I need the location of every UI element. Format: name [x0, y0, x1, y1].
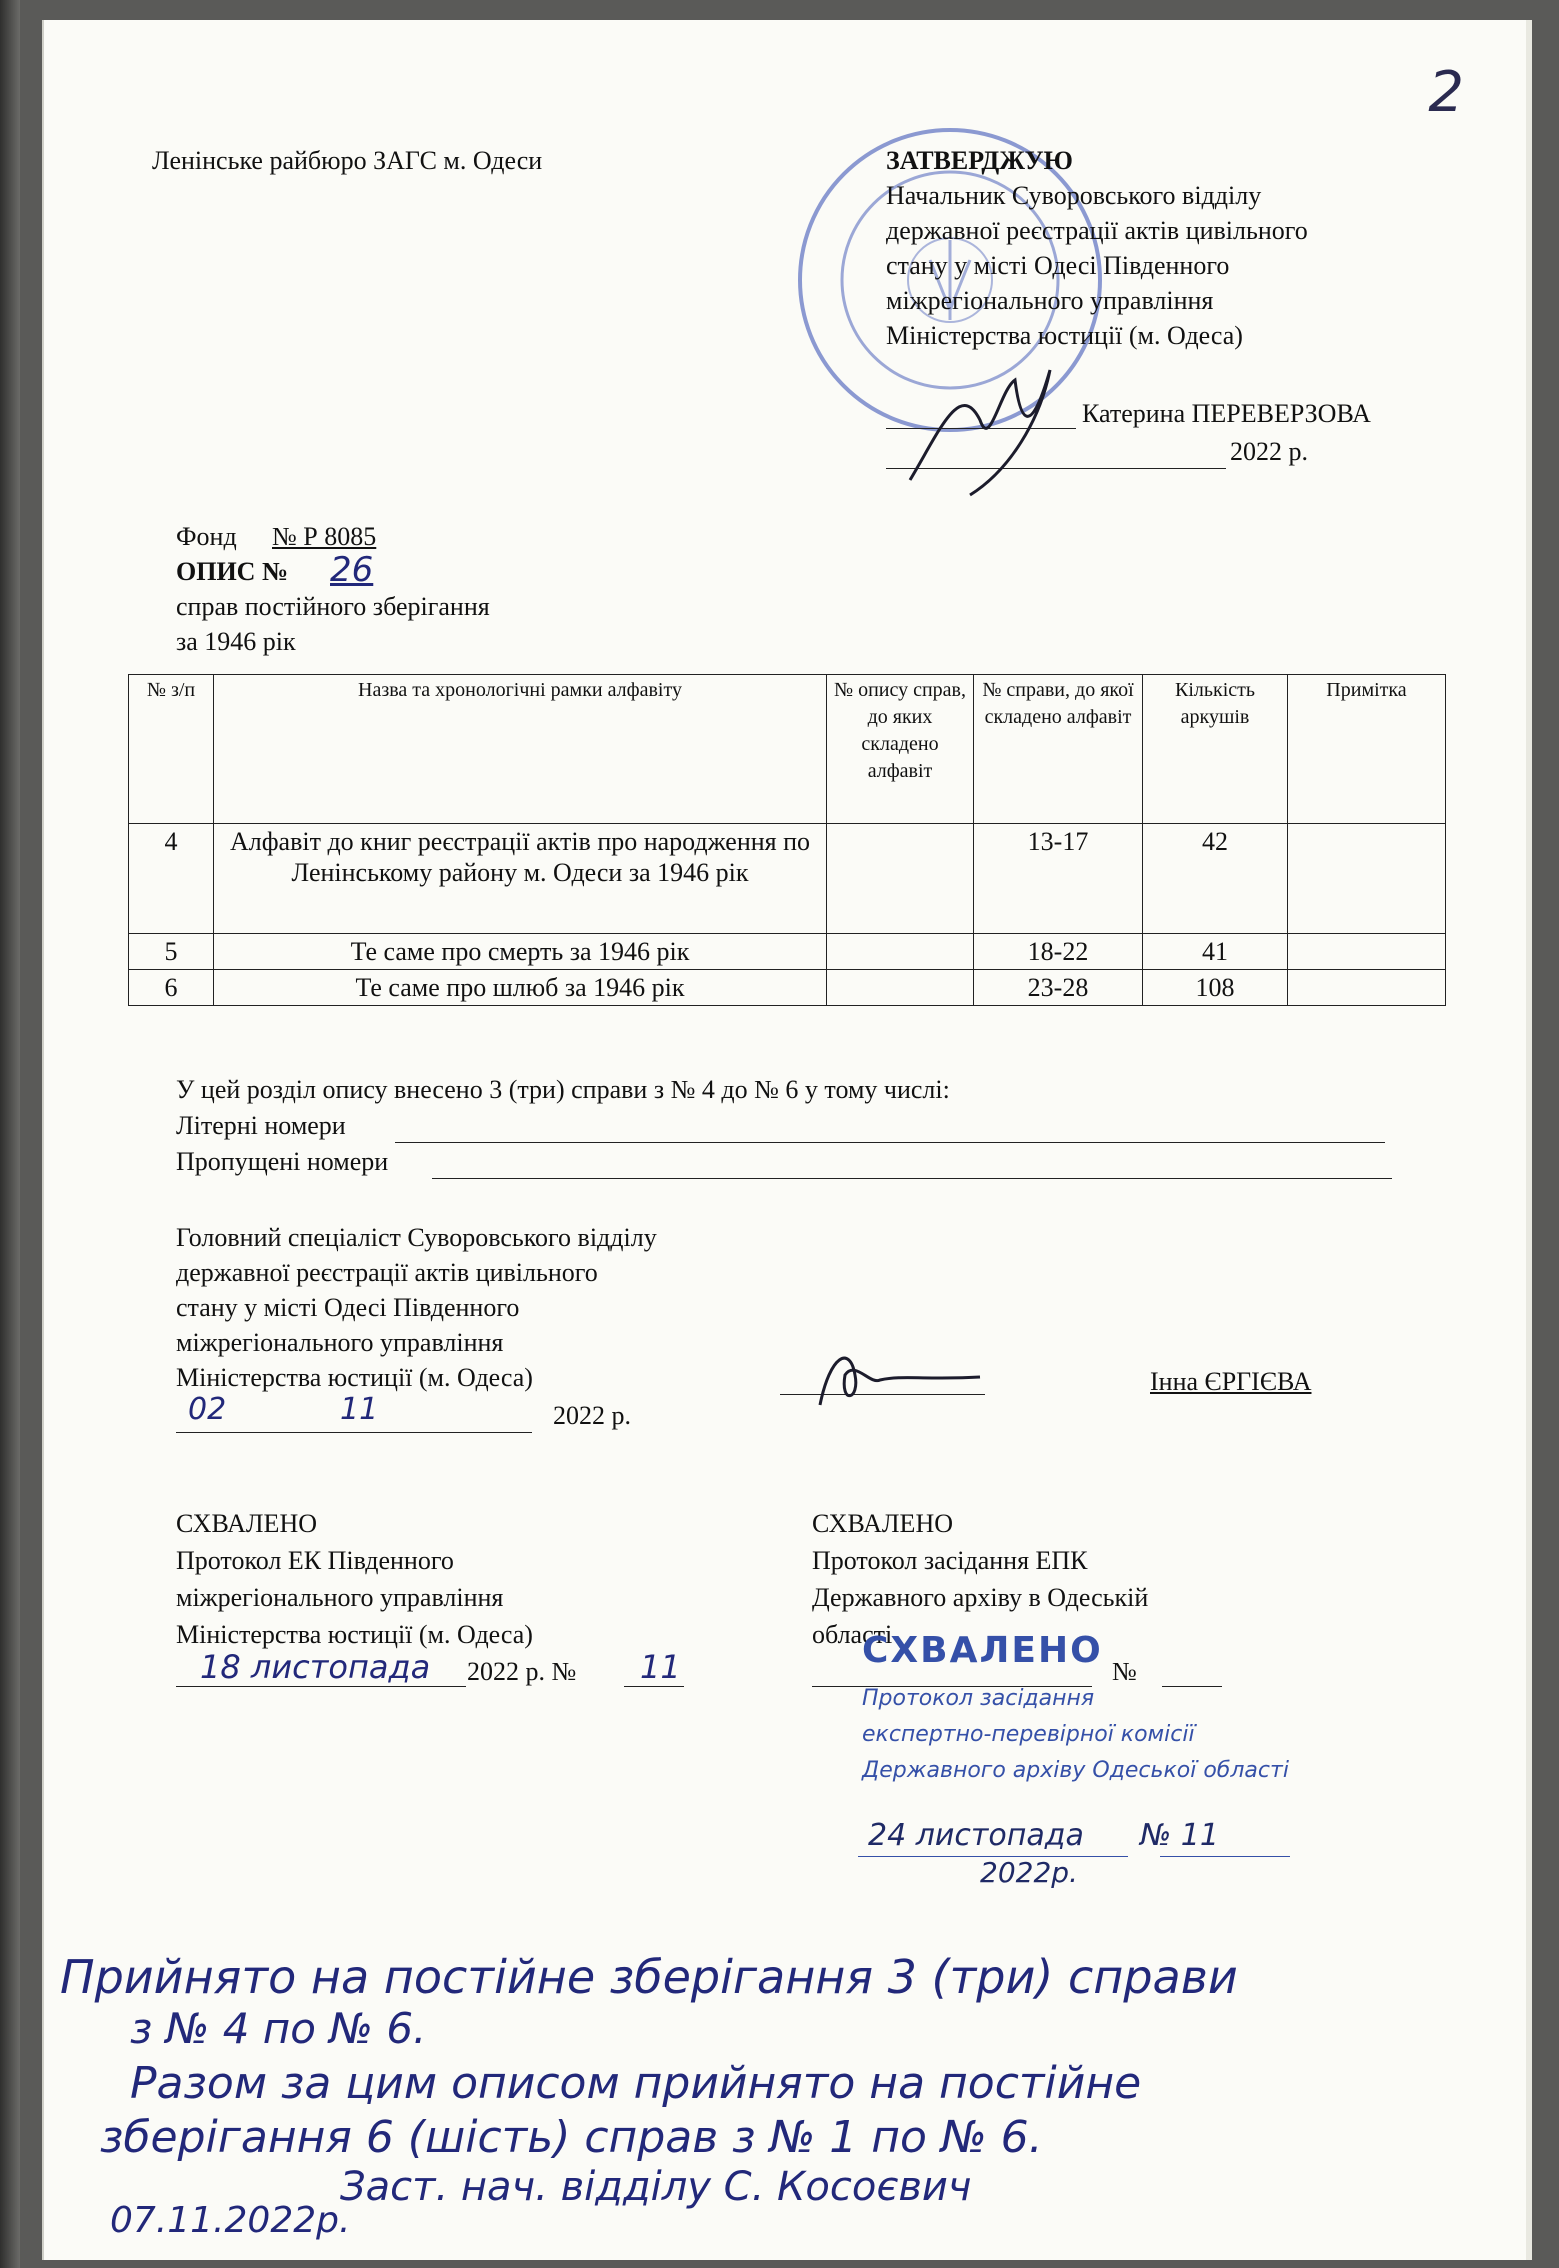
- approve-line: міжрегіонального управління: [886, 286, 1214, 315]
- approve-year: 2022 р.: [1230, 437, 1308, 466]
- handwritten-line: з № 4 по № 6.: [130, 2004, 427, 2053]
- table-row: [129, 824, 1446, 934]
- approve-line: державної реєстрації актів цивільного: [886, 216, 1308, 245]
- stamp-year: 2022р.: [980, 1856, 1078, 1889]
- cell: 41: [1143, 934, 1288, 970]
- cell: [1288, 824, 1446, 934]
- liter-line: [395, 1142, 1385, 1143]
- cell: [827, 970, 974, 1006]
- approved-left-year: 2022 р. №: [467, 1657, 577, 1686]
- cell: 108: [1143, 970, 1288, 1006]
- cell: 23-28: [974, 970, 1143, 1006]
- approve-line: Начальник Суворовського відділу: [886, 181, 1262, 210]
- chief-line: міжрегіонального управління: [176, 1328, 504, 1357]
- stamp-num: № 11: [1140, 1818, 1219, 1853]
- approved-left-line: Міністерства юстиції (м. Одеса): [176, 1620, 533, 1649]
- chief-line: Головний спеціаліст Суворовського відділу: [176, 1223, 657, 1252]
- signature-1: [900, 360, 1090, 500]
- approved-right-line: області: [812, 1620, 893, 1649]
- approved-right-line: Протокол засідання ЕПК: [812, 1546, 1088, 1575]
- approve-title: ЗАТВЕРДЖУЮ: [886, 146, 1073, 175]
- inventory-table: [128, 674, 1446, 1006]
- header-cell: № справи, до якої складено алфавіт: [974, 675, 1143, 824]
- approve-line: Міністерства юстиції (м. Одеса): [886, 321, 1243, 350]
- chief-line: Міністерства юстиції (м. Одеса): [176, 1363, 533, 1392]
- cell: [1288, 934, 1446, 970]
- stamp-line: експертно-перевірної комісії: [862, 1722, 1195, 1747]
- approved-right-num-line: [1162, 1686, 1222, 1687]
- chief-year: 2022 р.: [553, 1401, 631, 1430]
- chief-line: стану у місті Одесі Південного: [176, 1293, 520, 1322]
- cell: Алфавіт до книг реєстрації актів про народження по Ленінському району м. Одеси за 1946 рік: [214, 824, 827, 934]
- header-cell: № з/п: [129, 675, 214, 824]
- approved-left-line: Протокол ЕК Південного: [176, 1546, 454, 1575]
- chief-line: державної реєстрації актів цивільного: [176, 1258, 598, 1287]
- summary: У цей розділ опису внесено 3 (три) справи з № 4 до № 6 у тому числі:: [176, 1075, 950, 1104]
- chief-date-month: 11: [340, 1392, 379, 1427]
- approved-right-line: Державного архіву в Одеській: [812, 1583, 1149, 1612]
- header-cell: Назва та хронологічні рамки алфавіту: [214, 675, 827, 824]
- cell: 6: [129, 970, 214, 1006]
- approved-right-num-label: №: [1112, 1657, 1137, 1686]
- handwritten-line: зберігання 6 (шість) справ з № 1 по № 6.: [100, 2112, 1043, 2163]
- opys-label: ОПИС №: [176, 557, 289, 586]
- signature-2: [800, 1335, 990, 1415]
- chief-date-line: [176, 1432, 532, 1433]
- cell: 42: [1143, 824, 1288, 934]
- handwritten-line: Разом за цим описом прийнято на постійне: [130, 2058, 1142, 2109]
- cell: [827, 824, 974, 934]
- page-number: 2: [1428, 60, 1464, 125]
- cell: Те саме про смерть за 1946 рік: [214, 934, 827, 970]
- approved-left-date: 18 листопада: [200, 1648, 431, 1686]
- scan-edge: [0, 0, 20, 2268]
- header-cell: Примітка: [1288, 675, 1446, 824]
- cell: 5: [129, 934, 214, 970]
- chief-name: Інна ЄРГІЄВА: [1150, 1367, 1312, 1396]
- cell: [1288, 970, 1446, 1006]
- approved-left-date-line: [176, 1686, 466, 1687]
- table-row: [129, 934, 1446, 970]
- chief-date-day: 02: [188, 1392, 227, 1427]
- table-header-row: [129, 675, 1446, 824]
- approved-left-num: 11: [640, 1648, 681, 1686]
- table-row: [129, 970, 1446, 1006]
- handwritten-line: Заст. нач. відділу С. Косоєвич: [340, 2164, 972, 2210]
- stamp-line: Державного архіву Одеської області: [862, 1758, 1289, 1783]
- stamp-title: СХВАЛЕНО: [862, 1630, 1103, 1671]
- cell: 13-17: [974, 824, 1143, 934]
- opys-number: 26: [330, 550, 374, 590]
- fond-label: Фонд: [176, 522, 237, 551]
- opys-sub: справ постійного зберігання: [176, 592, 490, 621]
- cell: [827, 934, 974, 970]
- approved-left-line: міжрегіонального управління: [176, 1583, 504, 1612]
- approve-signer: Катерина ПЕРЕВЕРЗОВА: [1082, 399, 1371, 428]
- stamp-date: 24 листопада: [868, 1818, 1084, 1853]
- handwritten-line: 07.11.2022р.: [110, 2200, 351, 2241]
- handwritten-line: Прийнято на постійне зберігання 3 (три) справи: [60, 1950, 1238, 2004]
- cell: 18-22: [974, 934, 1143, 970]
- missed-line: [432, 1178, 1392, 1179]
- approved-right-title: СХВАЛЕНО: [812, 1509, 953, 1538]
- approved-left-num-line: [624, 1686, 684, 1687]
- opys-sub: за 1946 рік: [176, 627, 296, 656]
- fond-number: № Р 8085: [272, 522, 377, 551]
- header-cell: Кількість аркушів: [1143, 675, 1288, 824]
- stamp-line: Протокол засідання: [862, 1686, 1095, 1711]
- approve-line: стану у місті Одесі Південного: [886, 251, 1230, 280]
- cell: Те саме про шлюб за 1946 рік: [214, 970, 827, 1006]
- cell: 4: [129, 824, 214, 934]
- header-cell: № опису справ, до яких складено алфавіт: [827, 675, 974, 824]
- liter-label: Літерні номери: [176, 1111, 346, 1140]
- header-left: Ленінське райбюро ЗАГС м. Одеси: [152, 146, 543, 175]
- approved-left-title: СХВАЛЕНО: [176, 1509, 317, 1538]
- stamp-num-line: [1160, 1856, 1290, 1857]
- missed-label: Пропущені номери: [176, 1147, 389, 1176]
